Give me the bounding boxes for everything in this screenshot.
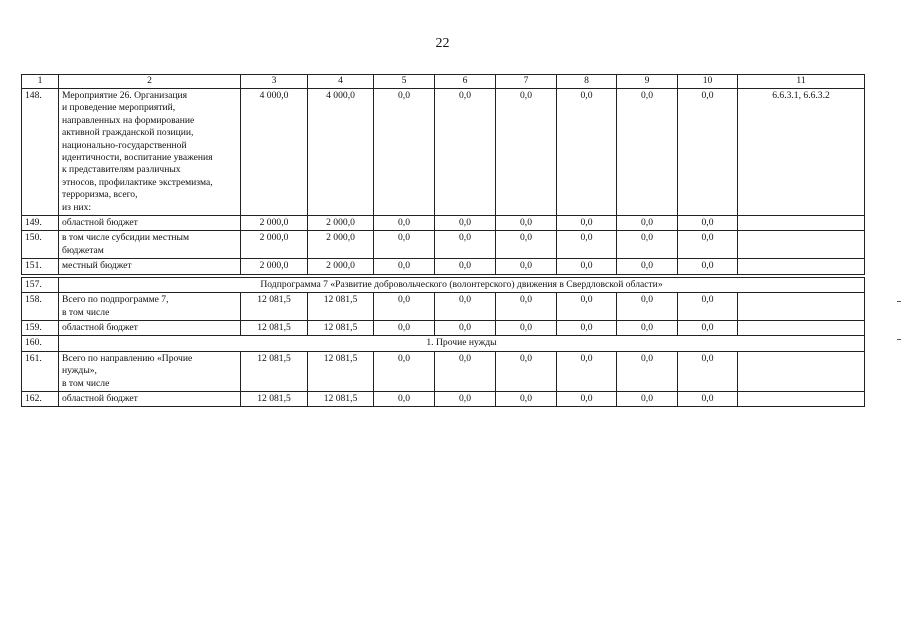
value-cell: 0,0	[496, 89, 557, 216]
margin-mark	[897, 301, 901, 302]
column-header: 6	[435, 75, 496, 89]
value-cell: 0,0	[617, 89, 678, 216]
value-cell: 0,0	[617, 391, 678, 406]
column-header: 4	[308, 75, 374, 89]
value-cell: 0,0	[435, 391, 496, 406]
table-row	[22, 351, 865, 391]
row-number: 149.	[22, 216, 59, 231]
row-name: Мероприятие 26. Организация и проведение мероприятий, направленных на формирование активной гражданской позиции, национально-государственной идентичности, воспитание уважения к представителям различных этносов, профилактике экстремизма, терроризма, всего, из них:	[59, 89, 241, 216]
row-number: 159.	[22, 320, 59, 335]
row-name: в том числе субсидии местным бюджетам	[59, 231, 241, 259]
value-cell: 12 081,5	[308, 320, 374, 335]
value-cell: 0,0	[617, 231, 678, 259]
target-indicator-cell	[738, 320, 865, 335]
value-cell: 0,0	[678, 259, 738, 274]
value-cell: 12 081,5	[308, 391, 374, 406]
value-cell: 0,0	[496, 259, 557, 274]
value-cell: 12 081,5	[308, 351, 374, 391]
value-cell: 0,0	[617, 351, 678, 391]
value-cell: 2 000,0	[241, 216, 308, 231]
table-row	[22, 320, 865, 335]
row-number: 148.	[22, 89, 59, 216]
value-cell: 0,0	[435, 320, 496, 335]
column-header: 2	[59, 75, 241, 89]
section-title: Подпрограмма 7 «Развитие добровольческого (волонтерского) движения в Свердловской области»	[59, 277, 865, 292]
value-cell: 0,0	[374, 259, 435, 274]
value-cell: 0,0	[374, 293, 435, 321]
row-number: 161.	[22, 351, 59, 391]
value-cell: 12 081,5	[241, 320, 308, 335]
value-cell: 0,0	[678, 351, 738, 391]
column-header: 7	[496, 75, 557, 89]
column-header: 3	[241, 75, 308, 89]
column-header-row	[22, 75, 865, 89]
target-indicator-cell	[738, 259, 865, 274]
value-cell: 2 000,0	[241, 231, 308, 259]
target-indicator-cell	[738, 231, 865, 259]
value-cell: 0,0	[678, 89, 738, 216]
value-cell: 0,0	[435, 351, 496, 391]
target-indicator-cell: 6.6.3.1, 6.6.3.2	[738, 89, 865, 216]
table-row	[22, 216, 865, 231]
table-row	[22, 391, 865, 406]
column-header: 1	[22, 75, 59, 89]
value-cell: 0,0	[496, 391, 557, 406]
value-cell: 4 000,0	[308, 89, 374, 216]
value-cell: 0,0	[617, 259, 678, 274]
budget-table	[21, 74, 865, 407]
column-header: 9	[617, 75, 678, 89]
value-cell: 0,0	[617, 320, 678, 335]
value-cell: 0,0	[678, 391, 738, 406]
value-cell: 0,0	[496, 216, 557, 231]
row-number: 158.	[22, 293, 59, 321]
value-cell: 12 081,5	[241, 351, 308, 391]
target-indicator-cell	[738, 391, 865, 406]
value-cell: 0,0	[557, 293, 617, 321]
section-row	[22, 336, 865, 351]
value-cell: 0,0	[374, 216, 435, 231]
row-name: областной бюджет	[59, 391, 241, 406]
column-header: 11	[738, 75, 865, 89]
value-cell: 0,0	[678, 231, 738, 259]
value-cell: 0,0	[435, 259, 496, 274]
table-row	[22, 259, 865, 274]
column-header: 5	[374, 75, 435, 89]
table-row	[22, 293, 865, 321]
margin-mark	[897, 339, 901, 340]
value-cell: 0,0	[557, 259, 617, 274]
section-row	[22, 277, 865, 292]
section-title: 1. Прочие нужды	[59, 336, 865, 351]
value-cell: 2 000,0	[308, 216, 374, 231]
row-name: областной бюджет	[59, 216, 241, 231]
value-cell: 0,0	[678, 293, 738, 321]
column-header: 8	[557, 75, 617, 89]
value-cell: 0,0	[557, 231, 617, 259]
target-indicator-cell	[738, 293, 865, 321]
table-row	[22, 231, 865, 259]
value-cell: 0,0	[678, 216, 738, 231]
row-name: Всего по подпрограмме 7, в том числе	[59, 293, 241, 321]
row-number: 162.	[22, 391, 59, 406]
row-number: 150.	[22, 231, 59, 259]
value-cell: 2 000,0	[241, 259, 308, 274]
value-cell: 0,0	[557, 320, 617, 335]
value-cell: 0,0	[496, 293, 557, 321]
value-cell: 0,0	[374, 231, 435, 259]
row-name: местный бюджет	[59, 259, 241, 274]
page-number: 22	[435, 36, 450, 51]
column-header: 10	[678, 75, 738, 89]
value-cell: 0,0	[374, 320, 435, 335]
value-cell: 0,0	[374, 351, 435, 391]
value-cell: 12 081,5	[241, 293, 308, 321]
value-cell: 0,0	[374, 89, 435, 216]
row-number: 157.	[22, 277, 59, 292]
value-cell: 0,0	[435, 216, 496, 231]
value-cell: 0,0	[678, 320, 738, 335]
value-cell: 12 081,5	[241, 391, 308, 406]
value-cell: 0,0	[557, 89, 617, 216]
value-cell: 0,0	[557, 351, 617, 391]
value-cell: 0,0	[496, 351, 557, 391]
value-cell: 0,0	[374, 391, 435, 406]
value-cell: 12 081,5	[308, 293, 374, 321]
table-row	[22, 89, 865, 216]
value-cell: 2 000,0	[308, 231, 374, 259]
row-number: 160.	[22, 336, 59, 351]
value-cell: 0,0	[435, 231, 496, 259]
row-name: Всего по направлению «Прочие нужды», в том числе	[59, 351, 241, 391]
target-indicator-cell	[738, 216, 865, 231]
value-cell: 2 000,0	[308, 259, 374, 274]
value-cell: 0,0	[435, 293, 496, 321]
value-cell: 0,0	[496, 231, 557, 259]
value-cell: 0,0	[557, 216, 617, 231]
value-cell: 0,0	[617, 293, 678, 321]
value-cell: 4 000,0	[241, 89, 308, 216]
value-cell: 0,0	[557, 391, 617, 406]
row-number: 151.	[22, 259, 59, 274]
value-cell: 0,0	[617, 216, 678, 231]
target-indicator-cell	[738, 351, 865, 391]
value-cell: 0,0	[435, 89, 496, 216]
row-name: областной бюджет	[59, 320, 241, 335]
value-cell: 0,0	[496, 320, 557, 335]
